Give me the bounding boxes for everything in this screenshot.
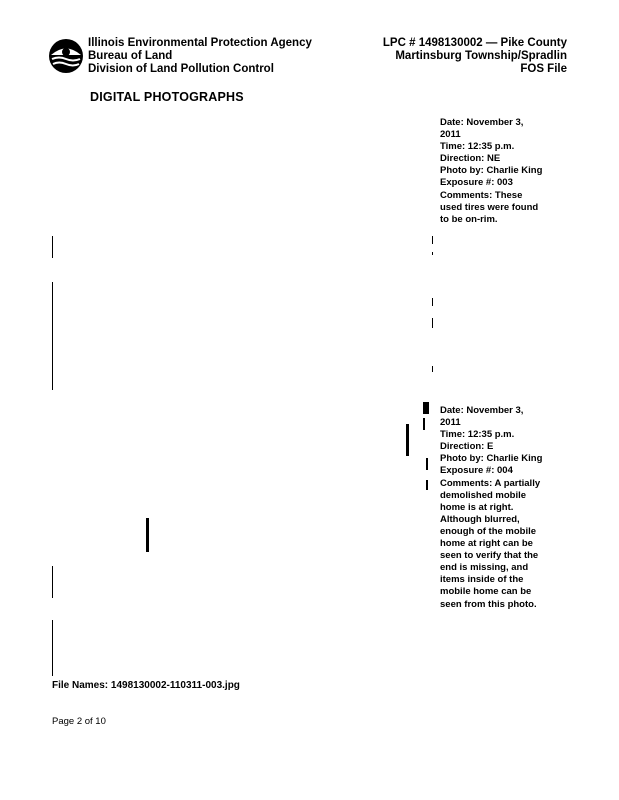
- scan-mark: [432, 236, 433, 244]
- scan-mark: [432, 298, 433, 306]
- caption-line: end is missing, and: [440, 562, 529, 574]
- caption-line: seen from this photo.: [440, 598, 537, 610]
- caption-line: demolished mobile: [440, 489, 527, 501]
- caption-line: home at right can be: [440, 538, 533, 550]
- caption-line: items inside of the: [440, 574, 524, 586]
- scan-mark: [406, 424, 409, 456]
- caption-line: mobile home can be: [440, 586, 532, 598]
- scan-mark: [432, 318, 433, 328]
- iepa-logo-icon: [48, 38, 84, 74]
- caption-line: Direction: NE: [440, 153, 501, 165]
- photo-caption-2: [440, 405, 560, 611]
- bureau-name: Bureau of Land: [88, 50, 173, 62]
- caption-line: Comments: A partially: [440, 477, 541, 489]
- scan-mark: [426, 458, 428, 470]
- caption-line: Time: 12:35 p.m.: [440, 141, 515, 153]
- page-number: Page 2 of 10: [52, 716, 106, 727]
- scan-mark: [52, 282, 53, 390]
- caption-line: Photo by: Charlie King: [440, 165, 543, 177]
- caption-line: enough of the mobile: [440, 525, 537, 537]
- caption-line: Exposure #: 004: [440, 465, 513, 477]
- caption-line: Direction: E: [440, 441, 494, 453]
- scan-mark: [432, 366, 433, 372]
- scan-mark: [423, 402, 429, 414]
- scan-mark: [432, 252, 433, 255]
- caption-line: Photo by: Charlie King: [440, 453, 543, 465]
- caption-line: Exposure #: 003: [440, 177, 513, 189]
- caption-line: home is at right.: [440, 501, 514, 513]
- caption-line: 2011: [440, 129, 461, 141]
- file-names: File Names: 1498130002-110311-003.jpg: [52, 680, 240, 691]
- caption-line: seen to verify that the: [440, 550, 539, 562]
- caption-line: used tires were found: [440, 201, 539, 213]
- page-title: DIGITAL PHOTOGRAPHS: [90, 90, 244, 104]
- lpc-number: LPC # 1498130002 — Pike County: [382, 37, 567, 49]
- scan-mark: [52, 236, 53, 258]
- scan-mark: [52, 566, 53, 598]
- photo-caption-1: [440, 117, 560, 226]
- caption-line: to be on-rim.: [440, 213, 498, 225]
- scan-mark: [146, 518, 149, 552]
- caption-line: Date: November 3,: [440, 405, 524, 416]
- scan-mark: [52, 620, 53, 676]
- scan-mark: [426, 480, 428, 490]
- caption-line: Date: November 3,: [440, 117, 524, 128]
- caption-line: Time: 12:35 p.m.: [440, 429, 515, 441]
- caption-line: Although blurred,: [440, 513, 520, 525]
- file-type: FOS File: [520, 63, 567, 75]
- caption-line: 2011: [440, 417, 461, 429]
- site-header: [383, 37, 567, 76]
- caption-line: Comments: These: [440, 189, 523, 201]
- agency-header: [88, 37, 312, 76]
- division-name: Division of Land Pollution Control: [88, 63, 274, 75]
- agency-name: Illinois Environmental Protection Agency: [88, 37, 312, 49]
- site-location: Martinsburg Township/Spradlin: [395, 50, 567, 62]
- scan-mark: [423, 418, 425, 430]
